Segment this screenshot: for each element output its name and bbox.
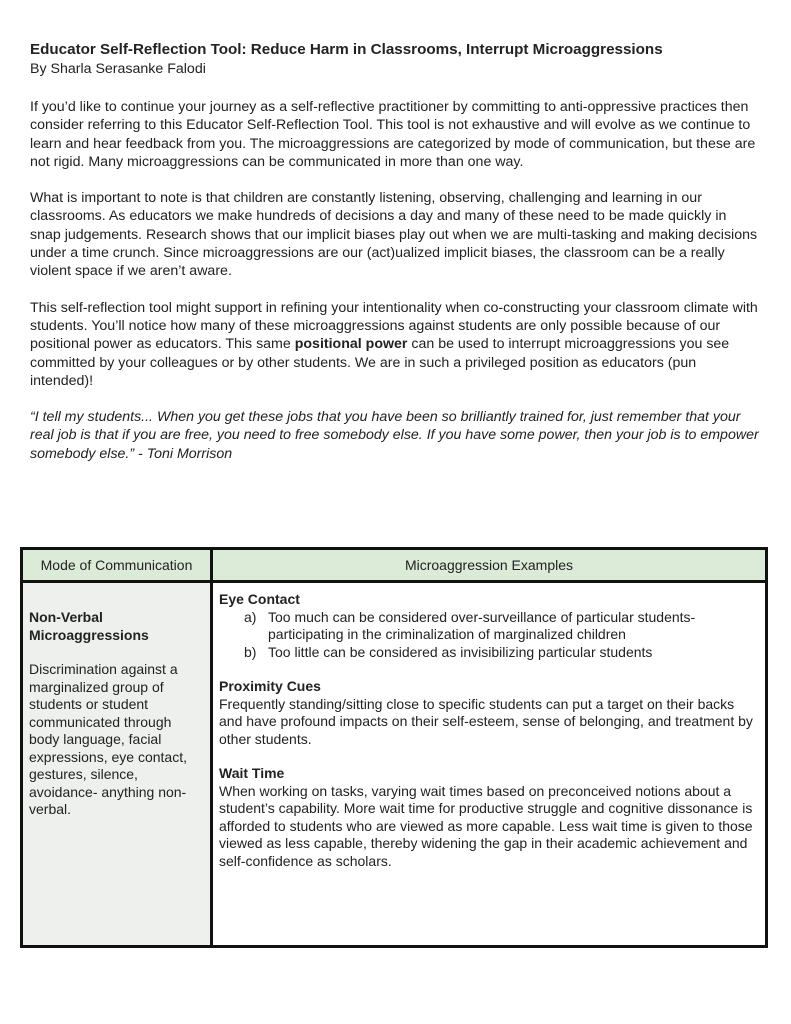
toni-morrison-quote: “I tell my students... When you get these jobs that you have been so brilliantly trained for, just remember that your real job is that if you are free, you need to free somebody else. If you have some power, then your job is to empower somebody else.” - Toni Morrison [30,409,759,462]
list-marker: b) [244,643,257,660]
positional-power-paragraph [30,299,760,390]
mode-title: Non-Verbal Microaggressions [29,609,149,643]
list-item-text: Too little can be considered as invisibilizing particular students [268,643,653,660]
context-paragraph: What is important to note is that children are constantly listening, observing, challenging and learning in our classrooms. As educators we make hundreds of decisions a day and many of these need to be made quickly in snap judgements. Research shows that our implicit biases play out when we are multi-tasking and making decisions under a time crunch. Since microaggressions are our (act)ualized implicit biases, the classroom can be a really violent space if we aren’t aware. [30,190,758,280]
list-marker: a) [244,608,257,625]
list-item-text: Too much can be considered over-surveillance of particular students- participating in the criminalization of marginalized children [268,608,696,642]
table-header-row [22,549,767,582]
proximity-block [219,678,759,748]
mode-description: Discrimination against a marginalized group of students or student communicated through body language, facial expressions, eye contact, gestures, silence, avoidance- anything non-verbal. [29,661,187,817]
eye-contact-heading: Eye Contact [219,591,300,607]
list-item [219,609,759,644]
column-header-mode: Mode of Communication [22,549,212,582]
wait-time-heading: Wait Time [219,765,285,781]
document-body [30,40,760,463]
column-header-examples: Microaggression Examples [212,549,767,582]
mode-cell [22,582,212,947]
proximity-text: Frequently standing/sitting close to specific students can put a target on their backs and have profound impacts on their self-esteem, sense of belonging, and treatment by other students. [219,695,753,747]
table-row [22,582,767,947]
paragraph-text-end: can be used to interrupt microaggressions you see committed by your colleagues or by other students. We are in such a privileged position as educators (pun intended)! [30,336,730,389]
proximity-heading: Proximity Cues [219,678,321,694]
intro-paragraph: If you’d like to continue your journey as a self-reflective practitioner by committing to anti-oppressive practices then consider referring to this Educator Self-Reflection Tool. This tool is not exhaustive and will evolve as we continue to learn and hear feedback from you. The microaggressions are categorized by mode of communication, but these are not rigid. Many microaggressions can be communicated in more than one way. [30,99,756,170]
microaggression-table [20,547,768,948]
wait-time-block [219,765,759,870]
positional-power-emphasis: positional power [294,336,408,353]
paragraph-text-start: This self-reflection tool might support in refining your intentionality when co-constructing your classroom climate with students. You’ll notice how many of these microaggressions against students are only possible because of our positional power as educators. This same [30,299,758,353]
author-line: By Sharla Serasanke Falodi [30,61,206,77]
eye-contact-block [219,591,759,661]
list-item [219,644,759,662]
examples-cell [212,582,767,947]
wait-time-text: When working on tasks, varying wait times based on preconceived notions about a student’s capability. More wait time for productive struggle and cognitive dissonance is afforded to students who are viewed as more capable. Less wait time is given to those viewed as less capable, thereby widening the gap in their academic achievement and self-confidence as scholars. [219,782,753,869]
page-title: Educator Self-Reflection Tool: Reduce Harm in Classrooms, Interrupt Microaggressions [30,41,663,58]
